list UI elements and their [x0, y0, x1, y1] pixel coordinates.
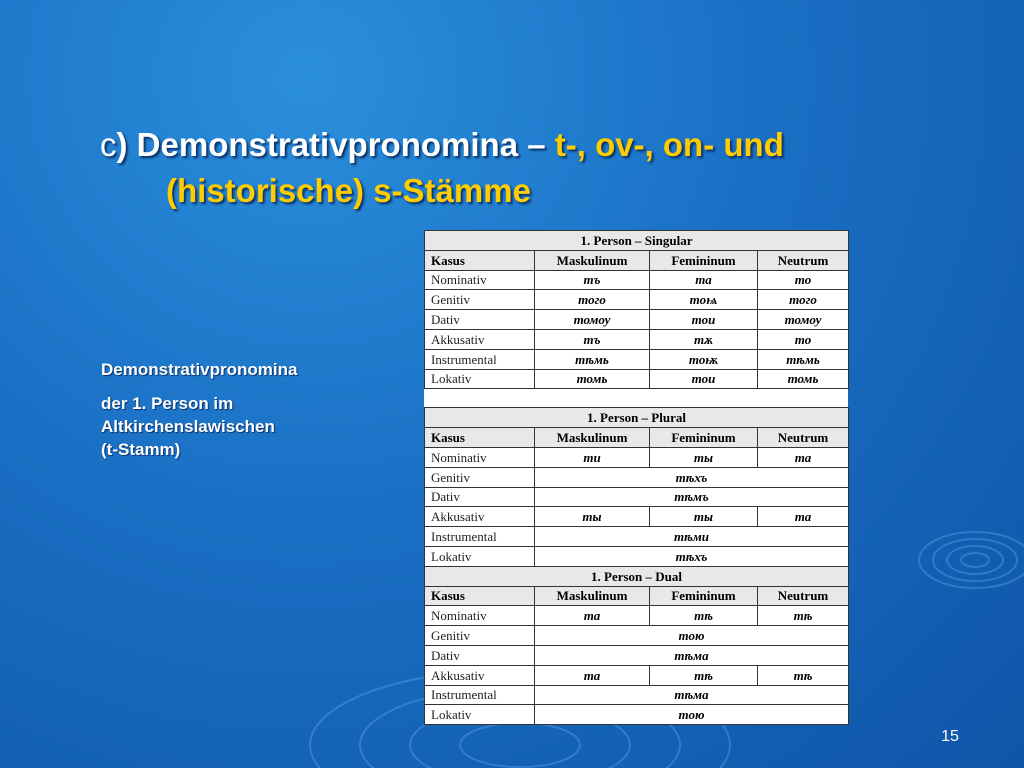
dual-caption: 1. Person – Dual [425, 566, 849, 586]
form-cell-neutrum: та [758, 507, 849, 527]
title-prefix: c [100, 126, 117, 163]
header-maskulinum: Maskulinum [535, 250, 650, 270]
form-cell-all-genders: тѣхъ [535, 467, 849, 487]
form-cell-femininum: ты [650, 447, 758, 467]
form-cell-maskulinum: ти [535, 447, 650, 467]
kasus-cell: Genitiv [425, 467, 535, 487]
form-cell-maskulinum: та [535, 606, 650, 626]
form-cell-maskulinum: томь [535, 369, 650, 389]
form-cell-femininum: тои [650, 310, 758, 330]
kasus-cell: Nominativ [425, 606, 535, 626]
kasus-cell: Genitiv [425, 290, 535, 310]
title-highlight-2: (historische) s-Stämme [166, 172, 531, 209]
header-neutrum: Neutrum [758, 428, 849, 448]
form-cell-maskulinum: томоу [535, 310, 650, 330]
form-cell-neutrum: томоу [758, 310, 849, 330]
form-cell-all-genders: тѣма [535, 645, 849, 665]
side-text-block [101, 392, 371, 461]
table-row [425, 487, 849, 507]
kasus-cell: Instrumental [425, 685, 535, 705]
table-row [425, 665, 849, 685]
table-row [425, 329, 849, 349]
header-kasus: Kasus [425, 586, 535, 606]
form-cell-neutrum: то [758, 270, 849, 290]
table-row [425, 606, 849, 626]
form-cell-neutrum: тѣмь [758, 349, 849, 369]
plural-caption: 1. Person – Plural [425, 408, 849, 428]
kasus-cell: Lokativ [425, 369, 535, 389]
form-cell-all-genders: тѣхъ [535, 546, 849, 566]
declension-tables [424, 230, 848, 725]
header-neutrum: Neutrum [758, 586, 849, 606]
header-femininum: Femininum [650, 250, 758, 270]
table-row [425, 270, 849, 290]
form-cell-neutrum: томь [758, 369, 849, 389]
form-cell-maskulinum: ты [535, 507, 650, 527]
form-cell-maskulinum: тѣмь [535, 349, 650, 369]
table-row [425, 507, 849, 527]
singular-caption: 1. Person – Singular [425, 231, 849, 251]
form-cell-all-genders: тою [535, 626, 849, 646]
singular-caption-row [425, 231, 849, 251]
form-cell-maskulinum: того [535, 290, 650, 310]
kasus-cell: Lokativ [425, 546, 535, 566]
table-row [425, 369, 849, 389]
title-main: Demonstrativpronomina – [127, 126, 555, 163]
side-text-line-3: (t-Stamm) [101, 440, 181, 459]
dual-caption-row [425, 566, 849, 586]
kasus-cell: Akkusativ [425, 507, 535, 527]
kasus-cell: Akkusativ [425, 329, 535, 349]
form-cell-all-genders: тѣмъ [535, 487, 849, 507]
form-cell-femininum: ты [650, 507, 758, 527]
form-cell-neutrum: тѣ [758, 606, 849, 626]
table-gap [424, 389, 848, 407]
form-cell-maskulinum: тъ [535, 329, 650, 349]
table-row [425, 645, 849, 665]
title-paren: ) [116, 126, 128, 163]
kasus-cell: Dativ [425, 487, 535, 507]
form-cell-neutrum: того [758, 290, 849, 310]
header-maskulinum: Maskulinum [535, 586, 650, 606]
table-row [425, 290, 849, 310]
form-cell-neutrum: та [758, 447, 849, 467]
kasus-cell: Akkusativ [425, 665, 535, 685]
table-row [425, 685, 849, 705]
table-row [425, 626, 849, 646]
kasus-cell: Nominativ [425, 447, 535, 467]
form-cell-femininum: та [650, 270, 758, 290]
page-number: 15 [941, 728, 959, 745]
table-row [425, 447, 849, 467]
column-header-row [425, 250, 849, 270]
table-row [425, 705, 849, 725]
side-text-line-1: der 1. Person im [101, 394, 234, 413]
table-row [425, 349, 849, 369]
kasus-cell: Nominativ [425, 270, 535, 290]
form-cell-maskulinum: тъ [535, 270, 650, 290]
form-cell-maskulinum: та [535, 665, 650, 685]
table-row [425, 527, 849, 547]
form-cell-neutrum: то [758, 329, 849, 349]
slide-title [100, 122, 960, 214]
form-cell-femininum: тѫ [650, 329, 758, 349]
header-femininum: Femininum [650, 428, 758, 448]
kasus-cell: Lokativ [425, 705, 535, 725]
kasus-cell: Instrumental [425, 349, 535, 369]
form-cell-femininum: тоѩ [650, 290, 758, 310]
kasus-cell: Dativ [425, 310, 535, 330]
side-text-line-2: Altkirchenslawischen [101, 417, 275, 436]
plural-dual-table [424, 407, 849, 725]
form-cell-all-genders: тою [535, 705, 849, 725]
table-row [425, 467, 849, 487]
kasus-cell: Instrumental [425, 527, 535, 547]
kasus-cell: Dativ [425, 645, 535, 665]
title-highlight-1: t-, ov-, on- und [554, 126, 784, 163]
header-femininum: Femininum [650, 586, 758, 606]
header-maskulinum: Maskulinum [535, 428, 650, 448]
form-cell-femininum: тои [650, 369, 758, 389]
form-cell-neutrum: тѣ [758, 665, 849, 685]
form-cell-femininum: тоѭ [650, 349, 758, 369]
form-cell-femininum: тѣ [650, 665, 758, 685]
kasus-cell: Genitiv [425, 626, 535, 646]
header-neutrum: Neutrum [758, 250, 849, 270]
column-header-row [425, 586, 849, 606]
plural-caption-row [425, 408, 849, 428]
form-cell-all-genders: тѣма [535, 685, 849, 705]
form-cell-femininum: тѣ [650, 606, 758, 626]
form-cell-all-genders: тѣми [535, 527, 849, 547]
header-kasus: Kasus [425, 428, 535, 448]
header-kasus: Kasus [425, 250, 535, 270]
singular-table [424, 230, 849, 389]
column-header-row [425, 428, 849, 448]
side-heading: Demonstrativpronomina [101, 360, 298, 379]
table-row [425, 546, 849, 566]
table-row [425, 310, 849, 330]
